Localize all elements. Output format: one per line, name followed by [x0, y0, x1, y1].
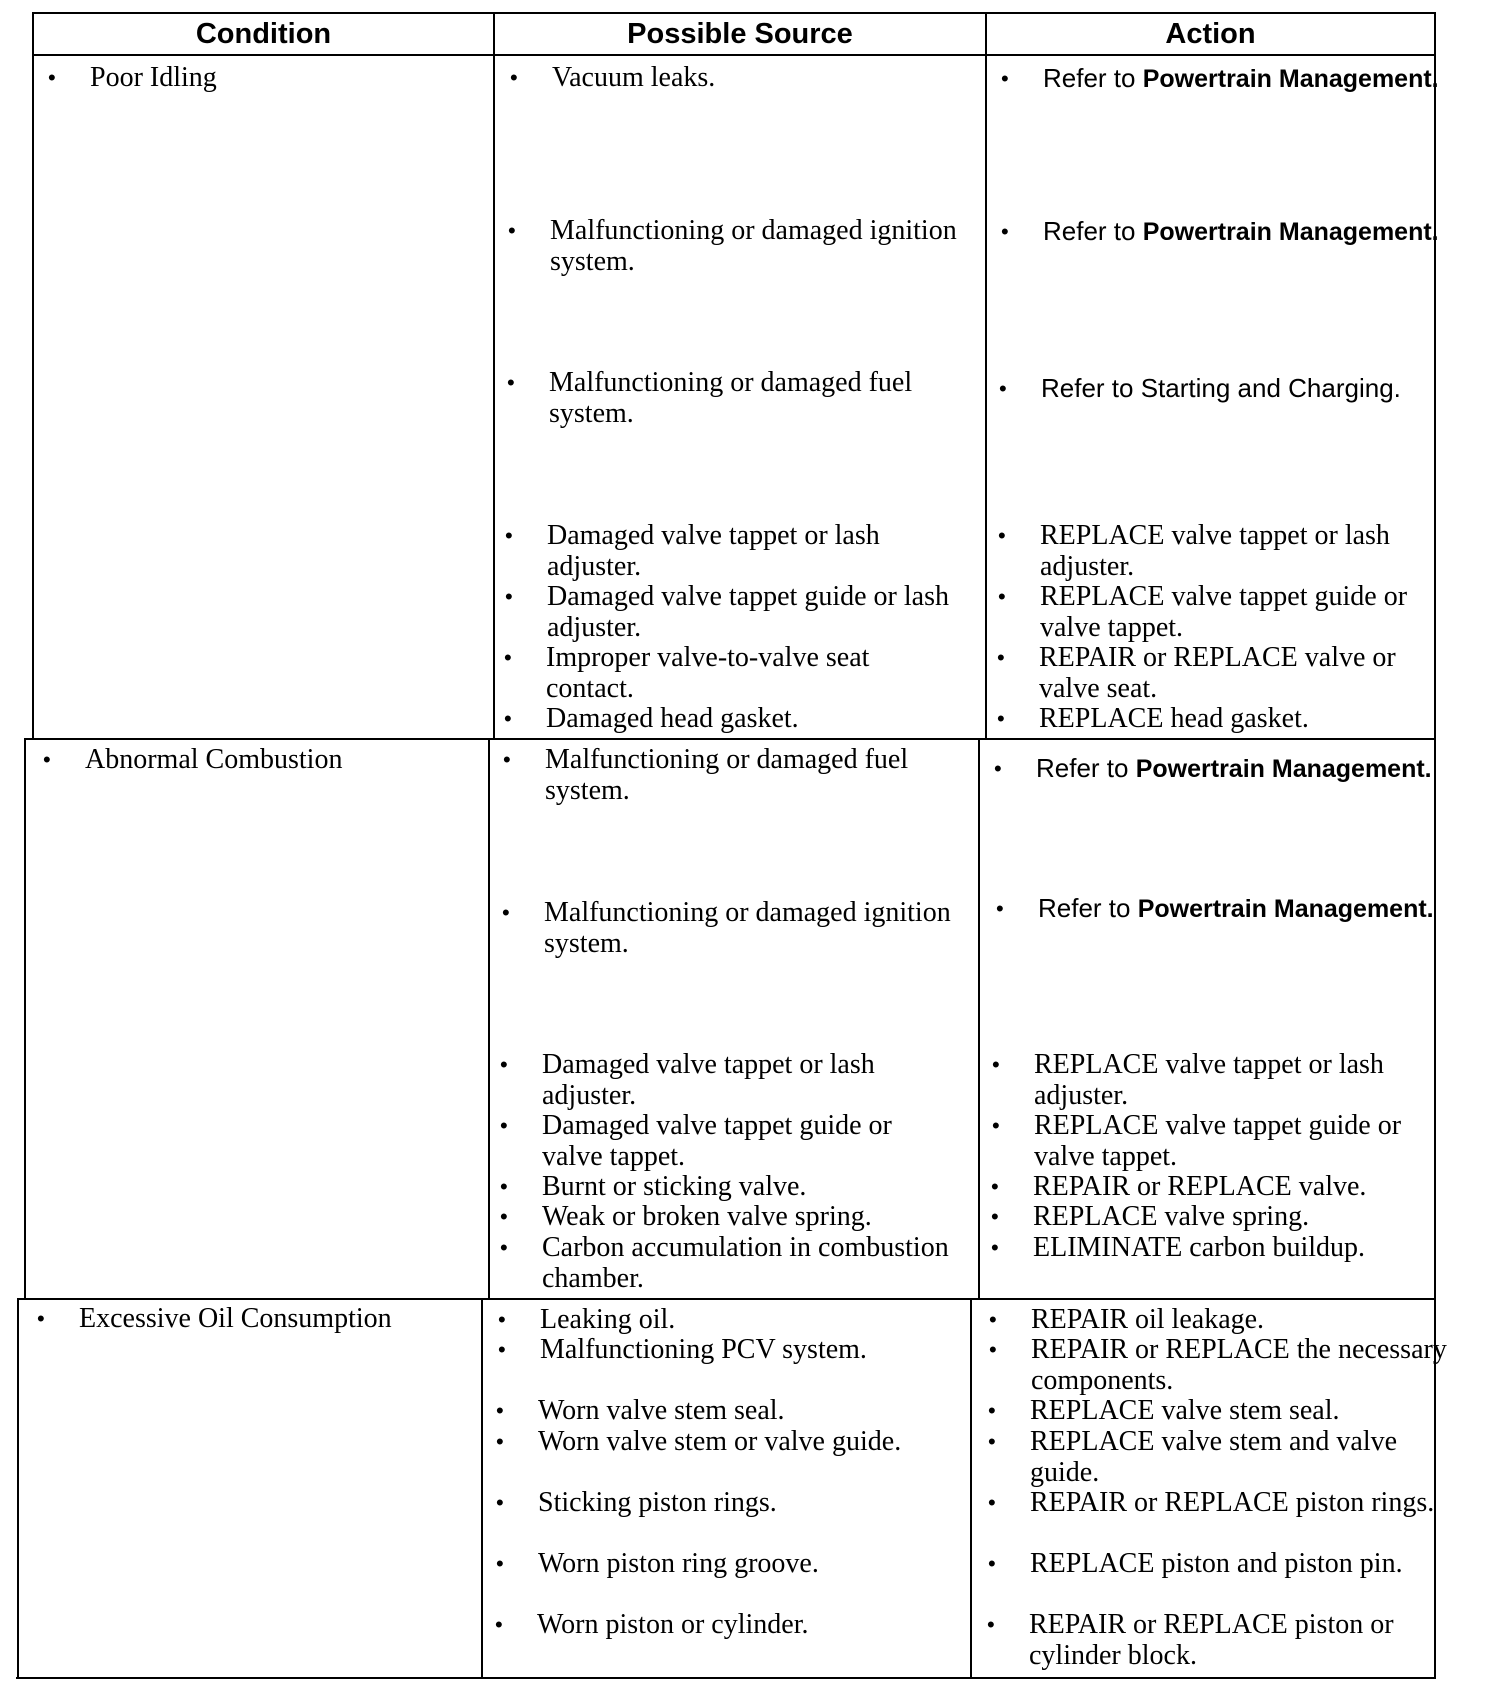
action-text: Refer to: [1038, 893, 1138, 923]
action-reference: Powertrain Management.: [1142, 65, 1439, 93]
table-border-left: [24, 738, 26, 1298]
action-item: [1043, 216, 1463, 248]
action-item: • REPLACE valve tappet or lash adjuster.: [1034, 1050, 1454, 1111]
header-possible-source: Possible Source: [627, 18, 853, 50]
source-item: • Sticking piston rings.: [538, 1488, 948, 1519]
action-item: • REPLACE valve stem seal.: [1030, 1396, 1450, 1427]
source-item: • Damaged valve tappet or lash adjuster.: [542, 1050, 952, 1111]
action-item: • REPLACE piston and piston pin.: [1030, 1549, 1450, 1580]
source-item: • Leaking oil.: [540, 1305, 950, 1336]
action-item: • REPLACE valve tappet guide or valve tappet.: [1034, 1111, 1454, 1172]
column-divider: [488, 738, 490, 1298]
source-item: • Damaged valve tappet guide or lash adjuster.: [547, 582, 957, 643]
action-reference: Powertrain Management.: [1135, 755, 1432, 783]
source-item: • Damaged valve tappet guide or valve tappet.: [542, 1111, 952, 1172]
action-item: • REPLACE valve tappet or lash adjuster.: [1040, 521, 1460, 582]
source-item: • Damaged valve tappet or lash adjuster.: [547, 521, 957, 582]
action-item: • REPAIR oil leakage.: [1031, 1305, 1451, 1336]
source-item: • Malfunctioning or damaged fuel system.: [545, 745, 955, 806]
action-item: • REPAIR or REPLACE the necessary components.: [1031, 1335, 1451, 1396]
source-item: • Malfunctioning PCV system.: [540, 1335, 950, 1366]
column-divider: [985, 12, 987, 738]
row-divider: [24, 738, 1434, 740]
table-border-left: [17, 1298, 19, 1679]
condition-cell: • Abnormal Combustion: [85, 745, 342, 776]
source-item: • Vacuum leaks.: [552, 63, 962, 94]
action-item: [1043, 63, 1463, 95]
header-divider: [32, 54, 1436, 56]
source-item: • Malfunctioning or damaged fuel system.: [549, 368, 959, 429]
condition-cell: • Excessive Oil Consumption: [79, 1304, 392, 1335]
column-divider: [481, 1298, 483, 1679]
source-item: • Carbon accumulation in combustion chamber.: [542, 1233, 952, 1294]
action-item: [1036, 753, 1456, 785]
table-border-bottom: [16, 1677, 1434, 1679]
column-divider: [970, 1298, 972, 1679]
source-item: • Worn piston or cylinder.: [537, 1610, 947, 1641]
action-item: • REPAIR or REPLACE valve or valve seat.: [1039, 643, 1459, 704]
action-item: • REPLACE head gasket.: [1039, 704, 1459, 735]
row-divider: [18, 1298, 1434, 1300]
source-item: • Damaged head gasket.: [546, 704, 956, 735]
source-item: • Malfunctioning or damaged ignition system.: [544, 898, 954, 959]
header-action: Action: [1165, 18, 1256, 50]
source-item: • Worn valve stem or valve guide.: [538, 1427, 948, 1458]
action-item: [1038, 893, 1458, 925]
source-item: • Worn valve stem seal.: [538, 1396, 948, 1427]
source-item: • Malfunctioning or damaged ignition system.: [550, 216, 960, 277]
action-item: • ELIMINATE carbon buildup.: [1033, 1233, 1453, 1264]
table-border-left: [32, 12, 34, 738]
action-text: Refer to: [1043, 63, 1143, 93]
action-item: • REPLACE valve tappet guide or valve tappet.: [1040, 582, 1460, 643]
source-item: • Improper valve-to-valve seat contact.: [546, 643, 956, 704]
action-text: Refer to: [1036, 753, 1136, 783]
source-item: • Weak or broken valve spring.: [542, 1202, 952, 1233]
column-divider: [493, 12, 495, 738]
action-text: Refer to: [1043, 216, 1143, 246]
column-divider: [978, 738, 980, 1298]
action-reference: Powertrain Management.: [1137, 895, 1434, 923]
action-item: • REPAIR or REPLACE valve.: [1033, 1172, 1453, 1203]
condition-cell: • Poor Idling: [90, 63, 217, 94]
action-reference: Powertrain Management.: [1142, 218, 1439, 246]
source-item: • Worn piston ring groove.: [538, 1549, 948, 1580]
header-condition: Condition: [195, 18, 332, 50]
action-item: • REPLACE valve stem and valve guide.: [1030, 1427, 1450, 1488]
action-item: • REPAIR or REPLACE piston rings.: [1030, 1488, 1450, 1519]
source-item: • Burnt or sticking valve.: [542, 1172, 952, 1203]
action-item: • Refer to Starting and Charging.: [1041, 373, 1461, 404]
action-item: • REPAIR or REPLACE piston or cylinder block.: [1029, 1610, 1449, 1671]
action-item: • REPLACE valve spring.: [1033, 1202, 1453, 1233]
